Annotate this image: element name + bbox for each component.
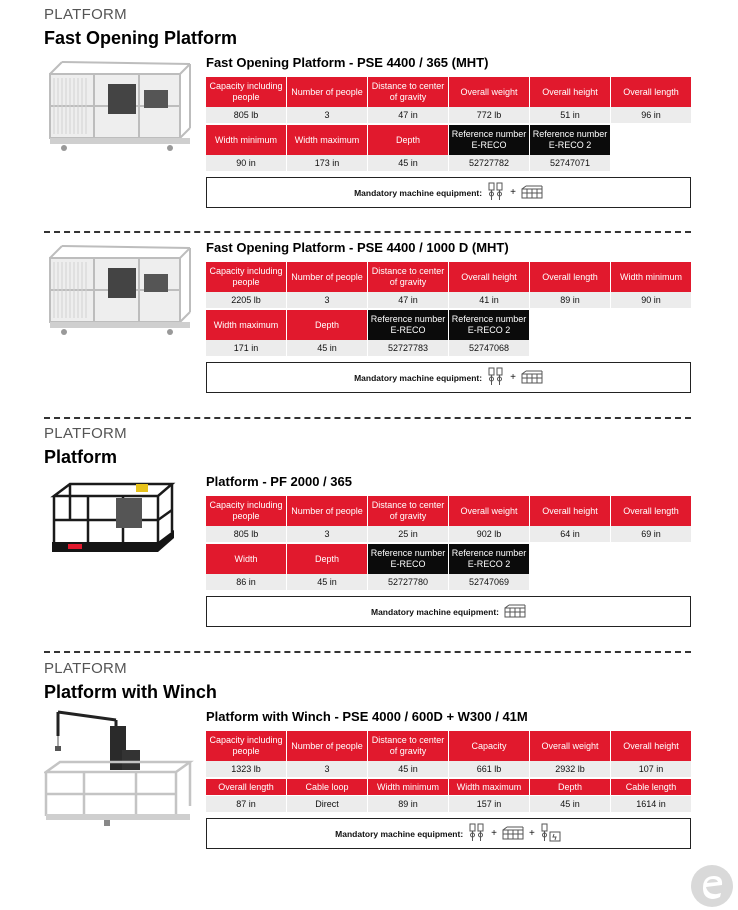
spec-header: Width minimum	[206, 125, 286, 155]
platform-bracket-icon	[521, 370, 543, 386]
product-title: Fast Opening Platform - PSE 4400 / 365 (MHT)	[206, 55, 489, 70]
spec-header: Depth	[530, 779, 610, 795]
spec-header: Distance to center of gravity	[368, 262, 448, 292]
spec-header: Capacity	[449, 731, 529, 761]
spec-header: Overall weight	[530, 731, 610, 761]
spec-value: 89 in	[530, 292, 610, 308]
spec-header: Cable loop	[287, 779, 367, 795]
spec-header-row	[206, 125, 611, 155]
platform-bracket-icon	[504, 604, 526, 620]
spec-header: Overall length	[530, 262, 610, 292]
section-category: PLATFORM	[44, 660, 127, 677]
spec-header: Overall height	[530, 496, 610, 526]
spec-value: 45 in	[368, 761, 448, 777]
spec-value: 47 in	[368, 107, 448, 123]
section-divider	[44, 651, 691, 653]
mandatory-label: Mandatory machine equipment:	[354, 372, 483, 383]
spec-value: 41 in	[449, 292, 529, 308]
spec-value: 86 in	[206, 574, 286, 590]
section-title: Platform with Winch	[44, 682, 217, 702]
plus-sign: +	[510, 187, 516, 198]
hydraulic-connectors-icon	[468, 823, 486, 845]
spec-value: 902 lb	[449, 526, 529, 542]
spec-value-row	[206, 340, 530, 356]
spec-header: Number of people	[287, 496, 367, 526]
spec-value-row	[206, 761, 692, 777]
spec-value: 52727780	[368, 574, 448, 590]
spec-header: Reference number E-RECO	[368, 310, 448, 340]
platform-pf2000-image	[48, 480, 178, 570]
spec-header: Overall height	[611, 731, 691, 761]
spec-value: 87 in	[206, 796, 286, 812]
section-title: Platform	[44, 447, 118, 467]
spec-value: 47 in	[368, 292, 448, 308]
spec-value: 69 in	[611, 526, 691, 542]
section-category: PLATFORM	[44, 6, 127, 23]
platform-bracket-icon	[502, 826, 524, 842]
spec-header: Reference number E-RECO	[368, 544, 448, 574]
spec-header: Overall weight	[449, 496, 529, 526]
spec-header: Capacity including people	[206, 262, 286, 292]
spec-header: Overall height	[449, 262, 529, 292]
mandatory-label: Mandatory machine equipment:	[354, 187, 483, 198]
section-divider	[44, 231, 691, 233]
spec-value: 1323 lb	[206, 761, 286, 777]
spec-value: 52727782	[449, 155, 529, 171]
spec-header: Reference number E-RECO 2	[530, 125, 610, 155]
spec-header-row	[206, 262, 692, 292]
spec-header: Depth	[287, 544, 367, 574]
spec-header-row	[206, 77, 692, 107]
hydraulic-connectors-icon	[487, 367, 505, 389]
spec-value: 2932 lb	[530, 761, 610, 777]
spec-header: Distance to center of gravity	[368, 496, 448, 526]
spec-header: Width minimum	[611, 262, 691, 292]
platform-bracket-icon	[521, 185, 543, 201]
spec-header: Cable length	[611, 779, 691, 795]
spec-header: Reference number E-RECO 2	[449, 310, 529, 340]
mandatory-label: Mandatory machine equipment:	[371, 606, 499, 617]
spec-value-row	[206, 292, 692, 308]
spec-value: 64 in	[530, 526, 610, 542]
spec-header: Overall height	[530, 77, 610, 107]
fast-opening-platform-image	[44, 56, 192, 156]
spec-value: 89 in	[368, 796, 448, 812]
section-category: PLATFORM	[44, 425, 127, 442]
spec-value-row	[206, 796, 692, 812]
spec-header-row	[206, 544, 530, 574]
spec-header-row	[206, 779, 692, 795]
spec-value: 52727783	[368, 340, 448, 356]
spec-value: 107 in	[611, 761, 691, 777]
spec-value: 805 lb	[206, 107, 286, 123]
spec-header: Width maximum	[449, 779, 529, 795]
spec-header: Depth	[368, 125, 448, 155]
spec-header: Depth	[287, 310, 367, 340]
spec-header-row	[206, 731, 692, 761]
spec-value: 772 lb	[449, 107, 529, 123]
spec-header: Capacity including people	[206, 77, 286, 107]
spec-header: Distance to center of gravity	[368, 77, 448, 107]
product-title: Platform - PF 2000 / 365	[206, 474, 352, 489]
spec-value-row	[206, 526, 692, 542]
spec-value: 157 in	[449, 796, 529, 812]
spec-value: 173 in	[287, 155, 367, 171]
plus-sign: +	[529, 828, 535, 839]
section-title: Fast Opening Platform	[44, 28, 238, 48]
spec-value: 90 in	[206, 155, 286, 171]
spec-value: 96 in	[611, 107, 691, 123]
product-title: Fast Opening Platform - PSE 4400 / 1000 D (MHT)	[206, 240, 509, 255]
mandatory-equipment-box	[206, 596, 691, 627]
spec-value: 52747068	[449, 340, 529, 356]
spec-value-row	[206, 155, 611, 171]
spec-header-row	[206, 310, 530, 340]
spec-value: 52747071	[530, 155, 610, 171]
spec-value-row	[206, 107, 692, 123]
spec-value: 90 in	[611, 292, 691, 308]
plus-sign: +	[510, 372, 516, 383]
spec-value-row	[206, 574, 530, 590]
spec-value: 45 in	[368, 155, 448, 171]
mandatory-equipment-box	[206, 362, 691, 393]
fast-opening-platform-1000d-image	[44, 240, 192, 340]
spec-value: 805 lb	[206, 526, 286, 542]
spec-value: 2205 lb	[206, 292, 286, 308]
spec-header-row	[206, 496, 692, 526]
spec-header: Width maximum	[206, 310, 286, 340]
spec-header: Overall length	[611, 77, 691, 107]
product-title: Platform with Winch - PSE 4000 / 600D + W300 / 41M	[206, 709, 528, 724]
spec-value: Direct	[287, 796, 367, 812]
mandatory-label: Mandatory machine equipment:	[335, 828, 464, 839]
spec-value: 45 in	[287, 574, 367, 590]
spec-value: 3	[287, 292, 367, 308]
spec-header: Width minimum	[368, 779, 448, 795]
spec-value: 1614 in	[611, 796, 691, 812]
spec-header: Number of people	[287, 262, 367, 292]
spec-header: Number of people	[287, 77, 367, 107]
hydraulic-connectors-icon	[487, 182, 505, 204]
spec-value: 45 in	[530, 796, 610, 812]
spec-value: 45 in	[287, 340, 367, 356]
brand-logo-icon	[690, 864, 734, 908]
spec-header: Width maximum	[287, 125, 367, 155]
electric-connector-icon	[540, 823, 562, 845]
spec-header: Reference number E-RECO	[449, 125, 529, 155]
section-divider	[44, 417, 691, 419]
spec-value: 25 in	[368, 526, 448, 542]
spec-header: Capacity including people	[206, 496, 286, 526]
spec-header: Distance to center of gravity	[368, 731, 448, 761]
spec-value: 3	[287, 107, 367, 123]
platform-with-winch-image	[44, 706, 194, 830]
spec-header: Width	[206, 544, 286, 574]
spec-header: Capacity including people	[206, 731, 286, 761]
spec-header: Reference number E-RECO 2	[449, 544, 529, 574]
spec-value: 661 lb	[449, 761, 529, 777]
spec-value: 3	[287, 761, 367, 777]
mandatory-equipment-box	[206, 818, 691, 849]
spec-value: 51 in	[530, 107, 610, 123]
spec-header: Number of people	[287, 731, 367, 761]
spec-header: Overall length	[206, 779, 286, 795]
spec-header: Overall length	[611, 496, 691, 526]
plus-sign: +	[491, 828, 497, 839]
mandatory-equipment-box	[206, 177, 691, 208]
spec-value: 52747069	[449, 574, 529, 590]
spec-header: Overall weight	[449, 77, 529, 107]
spec-value: 3	[287, 526, 367, 542]
spec-value: 171 in	[206, 340, 286, 356]
